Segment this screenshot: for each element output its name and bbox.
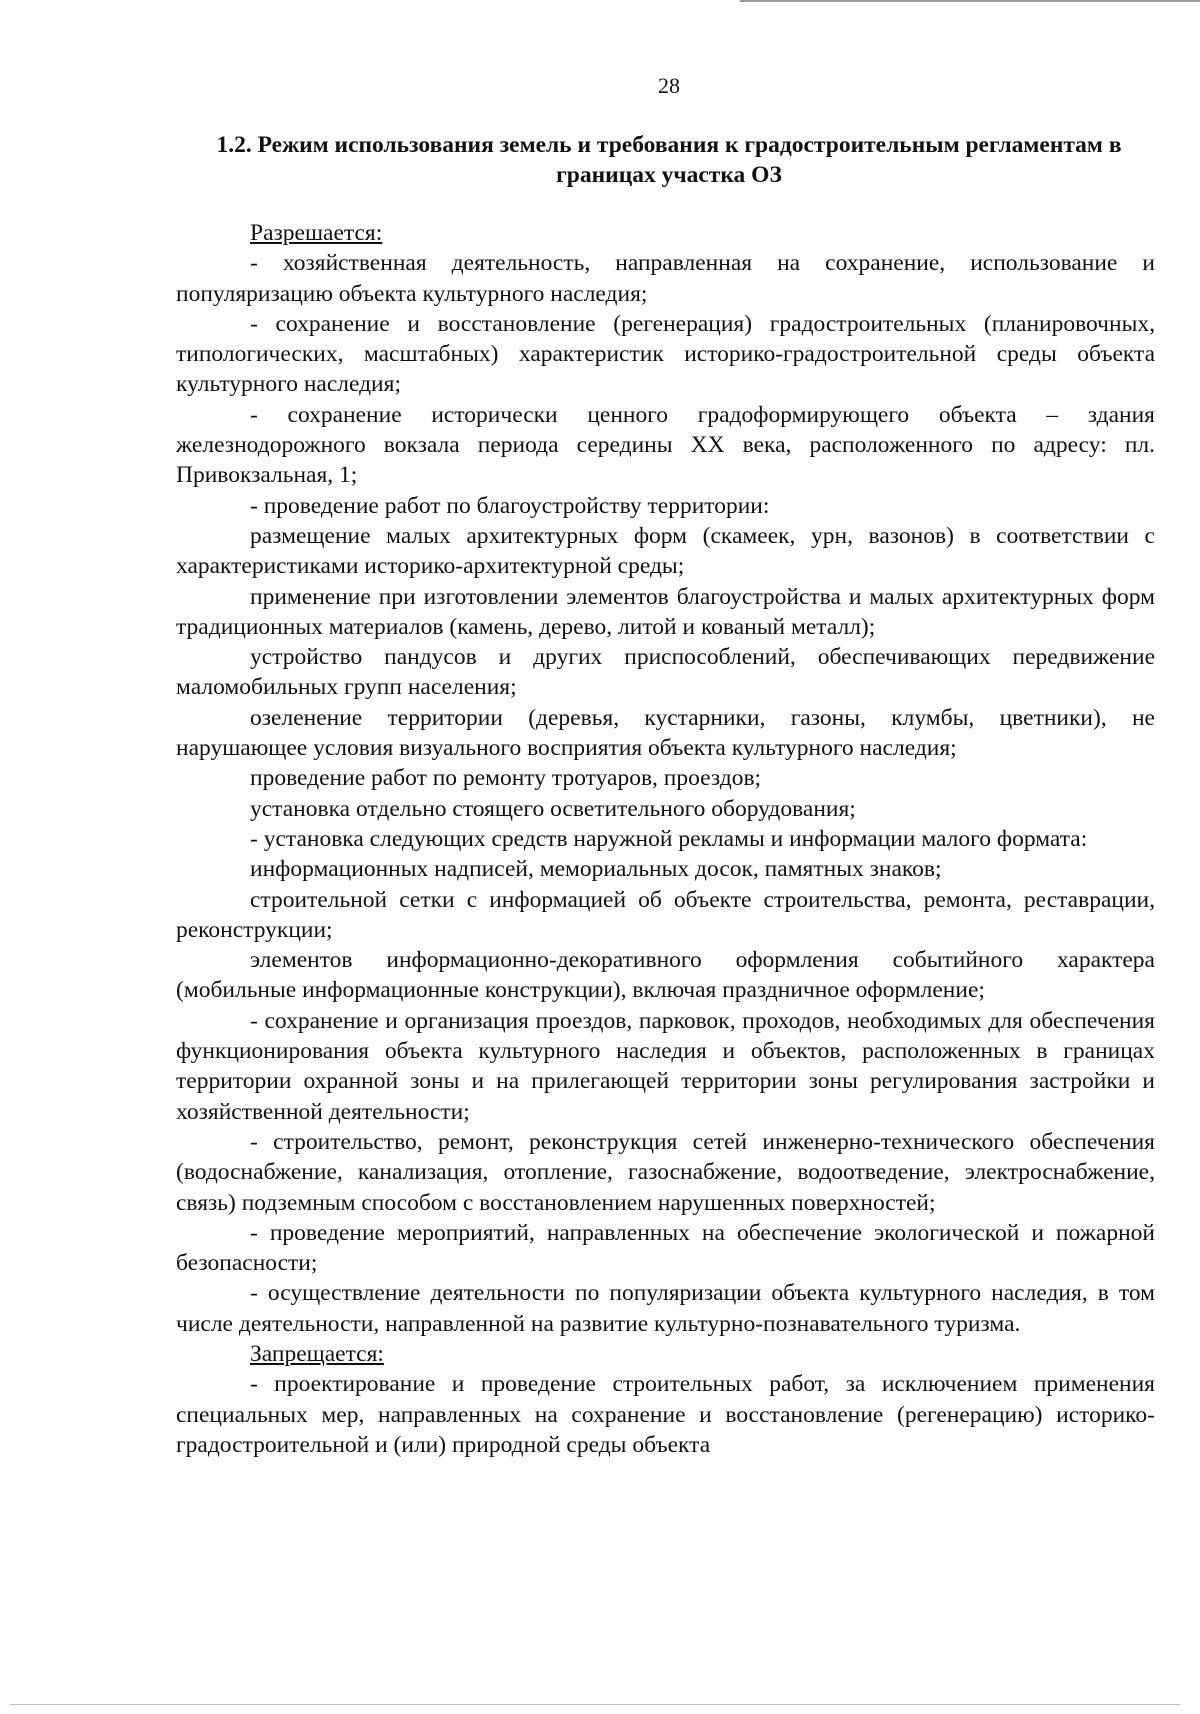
paragraph: - осуществление деятельности по популяризации объекта культурного наследия, в том числе деятельности, направленной на развитие культурно-познавательного туризма. xyxy=(176,1280,1155,1337)
page-number: 28 xyxy=(658,73,680,98)
paragraph: информационных надписей, мемориальных досок, памятных знаков; xyxy=(250,856,942,883)
prohibited-label xyxy=(176,1339,1155,1369)
paragraph: устройство пандусов и других приспособлений, обеспечивающих передвижение маломобильных групп населения; xyxy=(176,644,1155,701)
paragraph: - проведение работ по благоустройству территории: xyxy=(250,492,770,519)
section-heading: 1.2. Режим использования земель и требования к градостроительным регламентам в границах участка ОЗ xyxy=(216,132,1122,188)
paragraph: проведение работ по ремонту тротуаров, проездов; xyxy=(250,765,762,792)
paragraph: строительной сетки с информацией об объекте строительства, ремонта, реставрации, реконструкции; xyxy=(176,886,1155,943)
paragraph: установка отдельно стоящего осветительного оборудования; xyxy=(250,795,856,822)
paragraph: - проведение мероприятий, направленных на обеспечение экологической и пожарной безопасности; xyxy=(176,1219,1155,1277)
paragraph: озеленение территории (деревья, кустарники, газоны, клумбы, цветники), не нарушающее условия визуального восприятия объекта культурного наследия; xyxy=(176,704,1155,762)
paragraph: - проектирование и проведение строительных работ, за исключением применения специальных мер, направленных на сохранение и восстановление (регенерацию) историко-градостроительной и (или) природной среды объекта xyxy=(176,1371,1155,1458)
paragraph: - сохранение исторически ценного градоформирующего объекта – здания железнодорожного вокзала периода середины XX века, расположенного по адресу: пл. Привокзальная, 1; xyxy=(176,401,1155,489)
allowed-label-text: Разрешается: xyxy=(250,220,383,246)
paragraph: - сохранение и организация проездов, парковок, проходов, необходимых для обеспечения функционирования объекта культурного наследия и объектов, расположенных в границах территории охранной зоны и на прилегающей территории зоны регулирования застройки и хозяйственной деятельности; xyxy=(176,1007,1155,1125)
prohibited-label-text: Запрещается: xyxy=(250,1340,384,1367)
paragraph: применение при изготовлении элементов благоустройства и малых архитектурных форм традиционных материалов (камень, дерево, литой и кованый металл); xyxy=(176,583,1155,640)
scan-edge-top xyxy=(740,0,1200,2)
paragraph: - хозяйственная деятельность, направленная на сохранение, использование и популяризацию объекта культурного наследия; xyxy=(176,250,1155,307)
document-body xyxy=(176,218,1155,1460)
paragraph: - сохранение и восстановление (регенерация) градостроительных (планировочных, типологических, масштабных) характеристик историко-градостроительной среды объекта культурного наследия; xyxy=(176,310,1155,398)
scan-edge-bottom xyxy=(10,1704,1180,1705)
paragraph: - установка следующих средств наружной рекламы и информации малого формата: xyxy=(250,825,1088,852)
paragraph: размещение малых архитектурных форм (скамеек, урн, вазонов) в соответствии с характеристиками историко-архитектурной среды; xyxy=(176,522,1155,580)
paragraph: элементов информационно-декоративного оформления событийного характера (мобильные информационные конструкции), включая праздничное оформление; xyxy=(176,947,1155,1004)
paragraph: - строительство, ремонт, реконструкция сетей инженерно-технического обеспечения (водоснабжение, канализация, отопление, газоснабжение, водоотведение, электроснабжение, связь) подземным способом с восстановлением нарушенных поверхностей; xyxy=(176,1128,1155,1216)
allowed-label xyxy=(176,218,1155,248)
